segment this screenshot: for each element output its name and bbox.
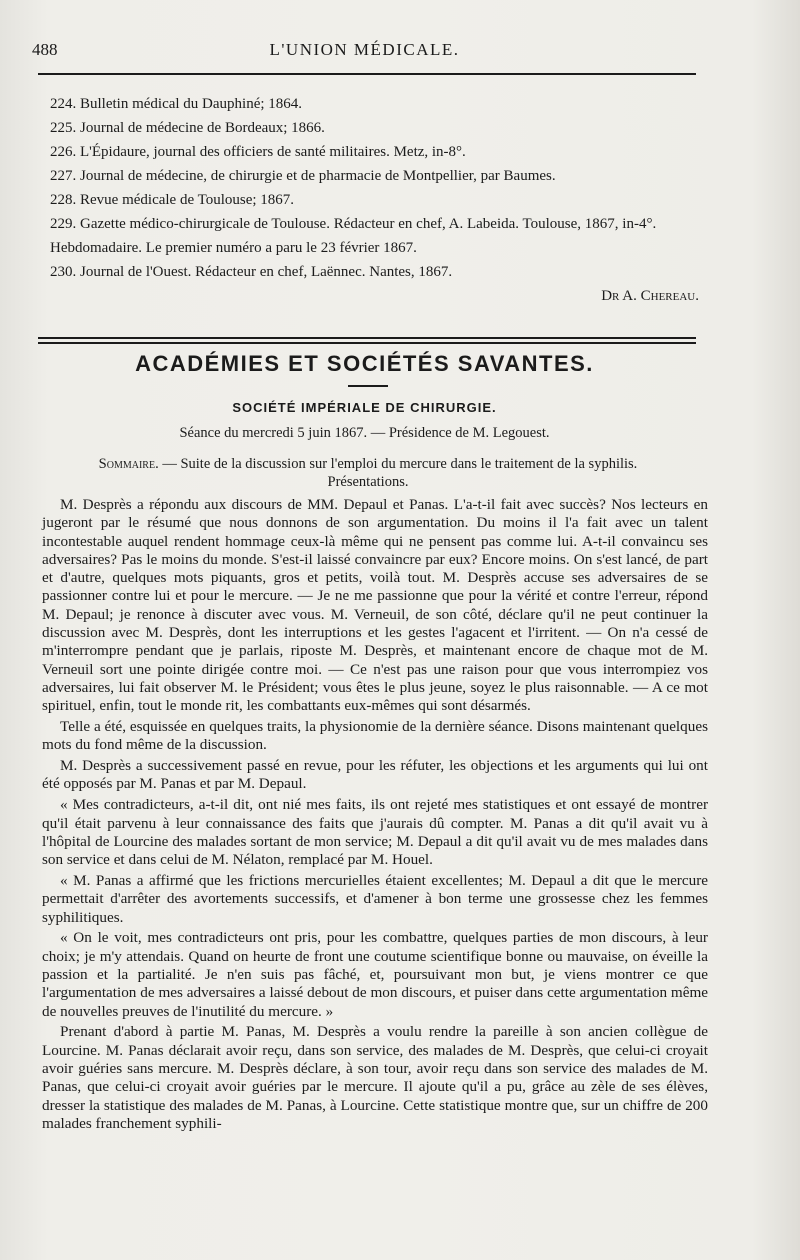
subsection-title: SOCIÉTÉ IMPÉRIALE DE CHIRURGIE.	[232, 400, 497, 415]
summary-label: Sommaire.	[98, 456, 159, 472]
section-rule	[38, 342, 696, 344]
title-divider	[348, 385, 388, 387]
list-item: 230. Journal de l'Ouest. Rédacteur en chef, Laënnec. Nantes, 1867.	[50, 264, 453, 280]
list-item: Hebdomadaire. Le premier numéro a paru le 23 février 1867.	[50, 240, 417, 256]
list-item: 225. Journal de médecine de Bordeaux; 1866.	[50, 120, 325, 136]
list-item: 226. L'Épidaure, journal des officiers de santé militaires. Metz, in-8°.	[50, 144, 466, 160]
section-rule	[38, 337, 696, 339]
header-rule	[38, 73, 696, 75]
paragraph: M. Desprès a répondu aux discours de MM. Depaul et Panas. L'a-t-il fait avec succès? Nos lecteurs en jugeront par le résumé que nous donnons de son argumentation. Du moins il l'a fait avec un talent incontestable auquel rendent hommage ceux-là même qui ne pensent pas comme lui. A-t-il convaincu ses adversaires? Pas le moins du monde. S'est-il laissé convaincre par eux? Encore moins. On s'est lancé, de part et d'autre, quelques mots piquants, gros et petits, voilà tout. M. Desprès accuse ses adversaires de se passionner contre lui et pour le mercure. — Je ne me passionne que pour la vérité et contre l'erreur, répond M. Depaul; je renonce à discuter avec vous. M. Verneuil, de son côté, déclare qu'il ne peut continuer la discussion avec M. Desprès, dont les interruptions et les gestes l'agacent et l'irritent. — On n'a cessé de m'interrompre pendant que je parlais, riposte M. Desprès, et maintenant encore de chaque mot de M. Verneuil sort une pointe dirigée contre moi. — Ce n'est pas une raison pour que vous interrompiez vos adversaires, lui fait observer M. le Président; vous êtes le plus jeune, soyez le plus raisonnable. — A ce mot spirituel, enfin, tout le monde rit, les combattants eux-mêmes qui sont désarmés.	[42, 496, 708, 715]
paragraph: Telle a été, esquissée en quelques traits, la physionomie de la dernière séance. Disons maintenant quelques mots du fond même de la discussion.	[42, 718, 708, 754]
author-signature: Dr A. Chereau.	[601, 288, 699, 304]
paragraph: « Mes contradicteurs, a-t-il dit, ont nié mes faits, ils ont rejeté mes statistiques et ont essayé de montrer qu'il était parvenu à leur connaissance des faits que j'aurais dû compter. M. Panas a dit qu'il avait vu à l'hôpital de Lourcine des malades sortant de mon service; M. Depaul a dit qu'il avait vu de mes malades dans son service et dans celui de M. Nélaton, remplacé par M. Houel.	[42, 796, 708, 869]
paragraph: « M. Panas a affirmé que les frictions mercurielles étaient excellentes; M. Depaul a dit que le mercure permettait d'arrêter des avortements successifs, et d'amener à bon terme une grossesse chez les femmes syphilitiques.	[42, 871, 708, 926]
list-item: 228. Revue médicale de Toulouse; 1867.	[50, 192, 295, 208]
paragraph: « On le voit, mes contradicteurs ont pris, pour les combattre, quelques parties de mon discours, à leur choix; je m'y attendais. Quand on heurte de front une coutume scientifique bonne ou mauvaise, on éveille la passion et la partialité. Je n'en suis pas fâché, et, poursuivant mon but, je viens montrer ce que l'argumentation de mes adversaires a laissé debout de mon discours, et puiser dans cette argumentation même de nouvelles preuves de l'inutilité du mercure. »	[42, 929, 708, 1020]
seance-line: Séance du mercredi 5 juin 1867. — Présidence de M. Legouest.	[179, 425, 550, 441]
page-number: 488	[32, 40, 58, 59]
paragraph: Prenant d'abord à partie M. Panas, M. Desprès a voulu rendre la pareille à son ancien collègue de Lourcine. M. Panas déclarait avoir reçu, dans son service, des malades de M. Desprès, que celui-ci croyait avoir guéries sans mercure. M. Desprès déclare, à son tour, avoir reçu dans son service des malades de M. Panas, que celui-ci croyait avoir guéries par le mercure. Il ajoute qu'il a pu, grâce au zèle de ses élèves, dresser la statistique des malades de M. Panas, à Lourcine. Cette statistique montre que, sur un chiffre de 200 malades franchement syphili-	[42, 1023, 708, 1132]
list-item: 229. Gazette médico-chirurgicale de Toulouse. Rédacteur en chef, A. Labeida. Toulouse, 1867, in-4°.	[50, 216, 657, 232]
summary	[62, 455, 674, 491]
list-item: 227. Journal de médecine, de chirurgie et de pharmacie de Montpellier, par Baumes.	[50, 168, 556, 184]
article-body	[42, 496, 708, 1136]
running-title: L'UNION MÉDICALE.	[269, 40, 460, 59]
paragraph: M. Desprès a successivement passé en revue, pour les réfuter, les objections et les arguments qui lui ont été opposés par M. Panas et par M. Depaul.	[42, 757, 708, 793]
journal-list	[36, 92, 701, 308]
section-title: ACADÉMIES ET SOCIÉTÉS SAVANTES.	[135, 351, 594, 376]
summary-text: — Suite de la discussion sur l'emploi du mercure dans le traitement de la syphilis. Présentations.	[162, 456, 638, 490]
page-header	[32, 36, 697, 66]
list-item: 224. Bulletin médical du Dauphiné; 1864.	[50, 96, 303, 112]
